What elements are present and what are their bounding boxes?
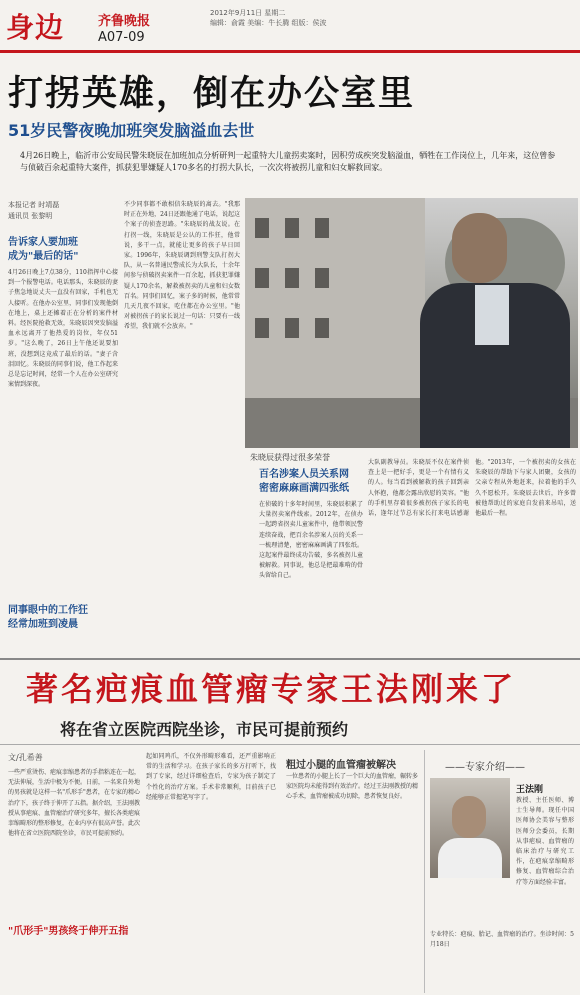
expert-photo: [430, 778, 510, 878]
editor-line: 编辑：俞霞 美编：牛长腾 组版：侯波: [210, 19, 327, 27]
photo-caption: 朱晓辰获得过很多荣誉: [250, 453, 330, 462]
column1-heading: 告诉家人要加班 成为"最后的话": [8, 237, 79, 262]
ad-section-heading: "爪形手"男孩终于伸开五指: [8, 926, 129, 937]
masthead-logo: 齐鲁晚报: [98, 14, 151, 29]
expert-bio: 教授、主任医师、博士生导师。现任中国医师协会美容与整形医师分会委员，长期从事疤痕、血管瘤的临床治疗与研究工作，在疤痕挛缩畸形修复、血管瘤综合治疗等方面经验丰富。: [516, 797, 574, 886]
ad-middle-subheading: 粗过小腿的血管瘤被解决: [286, 760, 396, 771]
header-rule: [0, 50, 580, 53]
story-headline: 打拐英雄，倒在办公室里: [8, 74, 416, 114]
section-divider: [0, 658, 580, 660]
story-byline: 本报记者 时靖磊 通讯员 张黎明: [8, 201, 60, 220]
ad-right-text: 一位患者的小腿上长了一个巨大的血管瘤，辗转多家医院均未能得到有效治疗。经过王法刚教授的精心手术，血管瘤被成功切除，患者恢复良好。: [286, 773, 419, 801]
ad-middle-text: 起如同鸡爪，不仅外形畸形难看，还严重影响正常的生活和学习。在孩子家长的多方打听下，找到了专家，经过详细检查后，专家为孩子制定了个性化的治疗方案。手术非常顺利，目前孩子已经能够正常握笔写字了。: [146, 753, 276, 801]
officer-photo: [245, 198, 578, 448]
issue-meta: [210, 8, 326, 28]
column2-text: 不少同事都不敢相信朱晓辰的离去。"我那时正在外地，24日还跟他通了电话，说起这个案子的侦查思路。"朱晓辰的战友说。在打拐一线，朱晓辰是公认的工作狂，他常说，多干一点，就能让更多的孩子早日回家。1996年，朱晓辰调到刑警支队打拐大队，从一名普通民警成长为大队长，十余年间参与侦破拐卖案件一百余起，抓获犯罪嫌疑人170余名，解救被拐卖的儿童和妇女数百名。同事们回忆，案子多的时候，他常常几天几夜不回家，吃住都在办公室里。"他对被拐孩子的家长说过一句话：只要有一线希望，我们就不会放弃。": [124, 201, 240, 331]
expert-box-title: ——专家介绍——: [445, 762, 525, 773]
ad-subtitle: 将在省立医院西院坐诊，市民可提前预约: [60, 720, 349, 739]
ad-byline: 文/孔希善: [8, 753, 43, 762]
ad-rule: [0, 744, 580, 745]
issue-weekday: 星期二: [264, 9, 286, 17]
story-lead: 4月26日晚上，临沂市公安局民警朱晓辰在加班加点分析研判一起重特大儿童拐卖案时，因积劳成疾突发脑溢血，牺牲在工作岗位上，几年来，这位曾参与侦破百余起重特大案件，抓获犯罪嫌疑人170多名的打拐大队长，一次次将被拐儿童和妇女解救回家。: [20, 151, 556, 172]
column1-text: 4月26日晚上7点38分，110指挥中心接到一个报警电话。电话那头，朱晓辰的妻子焦急地说丈夫一直没有回家，手机也无人接听。在他办公室里，同事们发现他倒在地上，桌上还摊着正在分析的案件材料。经医院抢救无效，朱晓辰因突发脑溢血永远离开了他热爱的岗位，年仅51岁。"这么晚了，26日上午他还说要加班，没想到这竟成了最后的话。"妻子含泪回忆。朱晓辰的同事们说，他工作起来总是忘记时间，经常一个人在办公室研究案情到深夜。: [8, 269, 118, 389]
issue-date: 2012年9月11日: [210, 9, 263, 17]
expert-name: 王法刚: [516, 785, 544, 795]
right-text: 大队副教导员。朱晓辰不仅在案件侦查上是一把好手，更是一个有情有义的人。每当看到被解救的孩子回到亲人怀抱，他都会露出欣慰的笑容。"他的手机里存着很多被拐孩子家长的电话，逢年过节总有家长打来电话感谢他。"2013年，一个被拐卖的女孩在朱晓辰的帮助下与家人团聚，女孩的父亲专程从外地赶来，拉着他的手久久不愿松开。朱晓辰去世后，许多曾被他帮助过的家庭自发前来吊唁，送他最后一程。: [368, 459, 576, 518]
ad-left-text: 一些严重烫伤、疤痕挛缩患者的手指粘连在一起，无法伸展，生活中极为不便。日前，一名来自外地的男孩就是这样一名"爪形手"患者，在专家的精心治疗下，孩子终于伸开了五指。据介绍，王法刚教授从事疤痕、血管瘤治疗研究多年，擅长各类疤痕挛缩畸形的整形修复，在业内享有很高声誉。此次他将在省立医院西院坐诊，市民可提前预约。: [8, 769, 141, 838]
story-subhead: 51岁民警夜晚加班突发脑溢血去世: [8, 121, 255, 140]
section-title: 身边: [6, 11, 65, 44]
ad-title: 著名疤痕血管瘤专家王法刚来了: [26, 670, 517, 708]
middle-text: 在侦破的十多年时间里，朱晓辰积累了大量拐卖案件线索。2012年，在侦办一起跨省拐卖儿童案件中，他带领民警连续奋战，把百余名涉案人员的关系一一梳理清楚，密密麻麻画满了四张纸。这起案件最终成功告破，多名被拐儿童被解救。同事说，他总是把最难啃的骨头留给自己。: [259, 501, 363, 580]
middle-heading: 百名涉案人员关系网 密密麻麻画满四张纸: [259, 469, 349, 494]
column1-heading-2: 同事眼中的工作狂 经常加班到凌晨: [8, 605, 88, 630]
page-number: A07-09: [98, 30, 145, 45]
expert-note: 专业特长：疤痕、胎记、血管瘤的治疗。坐诊时间：5月18日: [430, 931, 574, 949]
